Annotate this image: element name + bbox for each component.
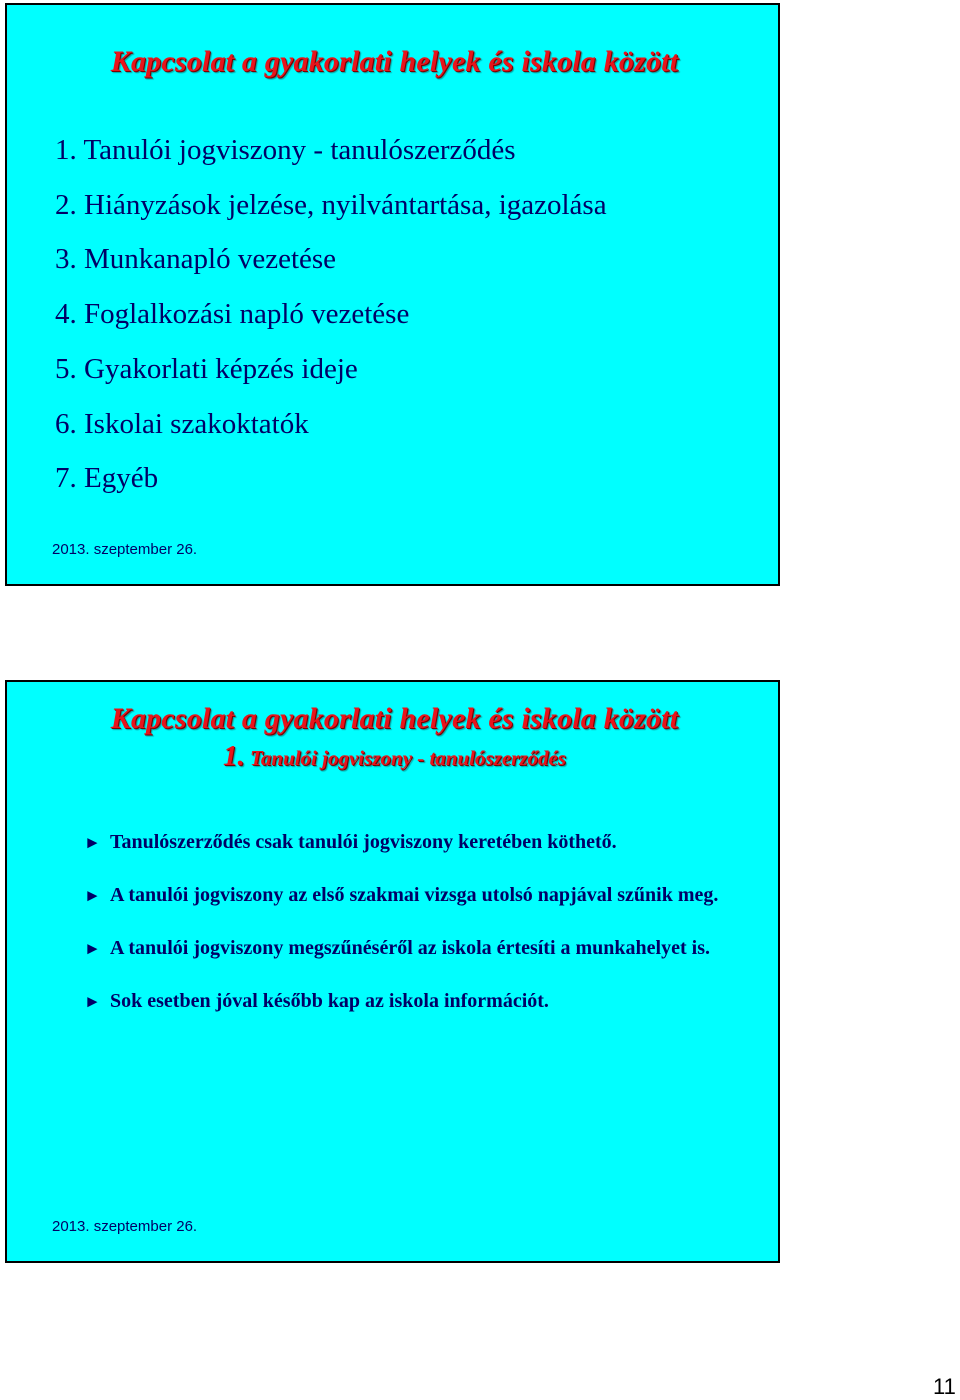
topic-item: 7. Egyéb bbox=[55, 462, 159, 495]
bullet-text: A tanulói jogviszony megszűnéséről az iskola értesíti a munkahelyet is. bbox=[110, 937, 710, 959]
bullet-item bbox=[84, 882, 764, 909]
arrow-right-icon: ► bbox=[84, 939, 101, 958]
topic-item: 4. Foglalkozási napló vezetése bbox=[55, 298, 410, 331]
bullet-text: Sok esetben jóval később kap az iskola információt. bbox=[110, 990, 549, 1012]
topic-list bbox=[55, 123, 607, 506]
topic-item: 2. Hiányzások jelzése, nyilvántartása, igazolása bbox=[55, 188, 607, 221]
slide-1-date: 2013. szeptember 26. bbox=[52, 541, 198, 558]
bullet-list bbox=[84, 829, 764, 1041]
slide-2-subtitle bbox=[7, 742, 782, 772]
slide-2 bbox=[5, 680, 780, 1263]
bullet-item bbox=[84, 935, 764, 962]
subtitle-text: Tanulói jogviszony - tanulószerződés bbox=[244, 746, 567, 770]
subtitle-number: 1. bbox=[222, 740, 245, 772]
arrow-right-icon: ► bbox=[84, 886, 101, 905]
topic-item: 6. Iskolai szakoktatók bbox=[55, 407, 309, 440]
topic-item: 1. Tanulói jogviszony - tanulószerződés bbox=[55, 134, 516, 166]
slide-2-date: 2013. szeptember 26. bbox=[52, 1218, 198, 1235]
page-number: 11 bbox=[933, 1374, 956, 1399]
arrow-right-icon: ► bbox=[84, 833, 101, 852]
slide-1 bbox=[5, 3, 780, 586]
arrow-right-icon: ► bbox=[84, 992, 101, 1011]
slide-1-title: Kapcsolat a gyakorlati helyek és iskola között bbox=[110, 45, 679, 78]
topic-item: 5. Gyakorlati képzés ideje bbox=[55, 352, 358, 385]
bullet-item bbox=[84, 829, 764, 856]
bullet-text: A tanulói jogviszony az első szakmai vizsga utolsó napjával szűnik meg. bbox=[110, 884, 719, 906]
bullet-text: Tanulószerződés csak tanulói jogviszony keretében köthető. bbox=[110, 831, 617, 853]
bullet-item bbox=[84, 988, 764, 1015]
slide-2-title: Kapcsolat a gyakorlati helyek és iskola között bbox=[110, 702, 679, 735]
topic-item: 3. Munkanapló vezetése bbox=[55, 243, 337, 276]
